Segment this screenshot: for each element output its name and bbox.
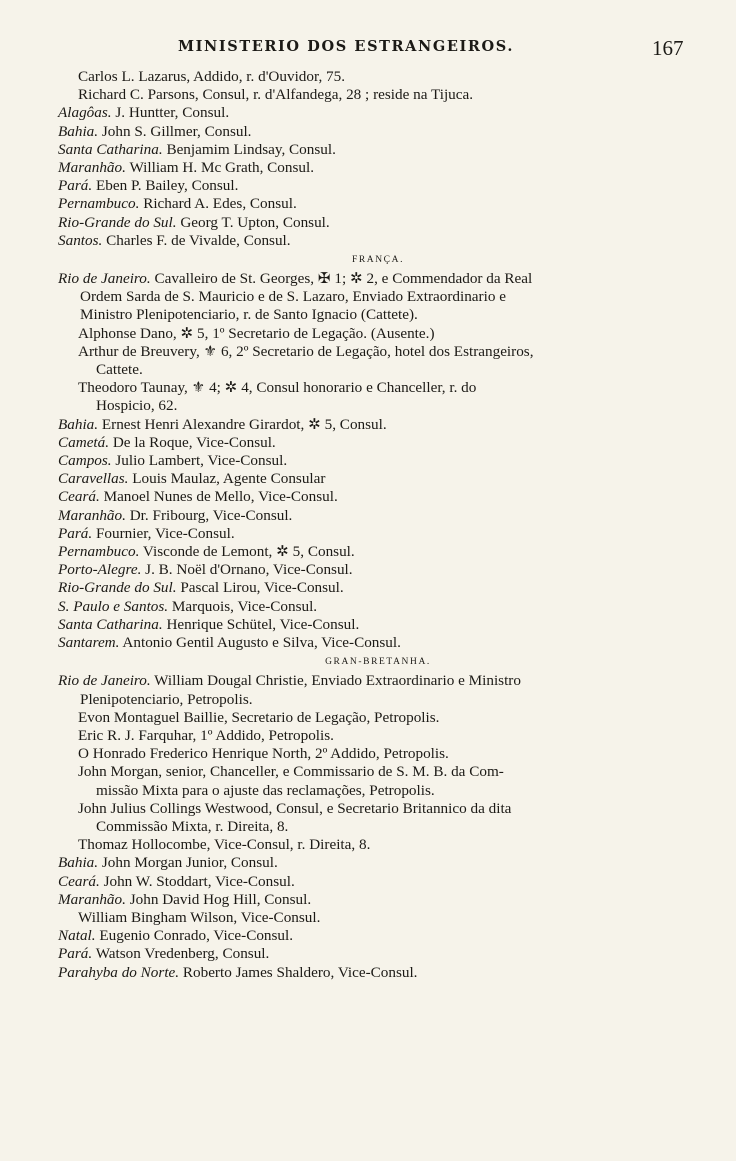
list-item: Santa Catharina. Benjamim Lindsay, Consul. bbox=[58, 140, 336, 158]
list-item-continuation: Ordem Sarda de S. Mauricio e de S. Lazaro, Enviado Extraordinario e bbox=[80, 288, 506, 306]
place-name: Santa Catharina. bbox=[58, 140, 163, 158]
list-item-continuation: Commissão Mixta, r. Direita, 8. bbox=[96, 817, 289, 835]
list-item: Bahia. Ernest Henri Alexandre Girardot, ✲ 5, Consul. bbox=[58, 415, 387, 433]
list-item: Natal. Eugenio Conrado, Vice-Consul. bbox=[58, 927, 294, 945]
place-name: Bahia. bbox=[58, 854, 99, 872]
place-name: Pará. bbox=[58, 524, 93, 542]
list-item: Pernambuco. Visconde de Lemont, ✲ 5, Consul. bbox=[58, 543, 355, 561]
list-item: Carlos L. Lazarus, Addido, r. d'Ouvidor, 75. bbox=[78, 68, 346, 85]
list-item: Santos. Charles F. de Vivalde, Consul. bbox=[58, 231, 291, 249]
section-title-gran-bretanha: GRAN-BRETANHA. bbox=[325, 657, 431, 668]
list-item: Pará. Fournier, Vice-Consul. bbox=[58, 524, 235, 542]
list-item: Evon Montaguel Baillie, Secretario de Legação, Petropolis. bbox=[78, 708, 440, 726]
list-item: Thomaz Hollocombe, Vice-Consul, r. Direita, 8. bbox=[78, 836, 371, 854]
place-name: Rio de Janeiro. bbox=[58, 270, 151, 288]
list-item: Pará. Watson Vredenberg, Consul. bbox=[58, 945, 270, 963]
place-name: Santos. bbox=[58, 231, 103, 249]
gran-bretanha-section bbox=[58, 672, 698, 981]
list-item-continuation: Ministro Plenipotenciario, r. de Santo Ignacio (Cattete). bbox=[80, 306, 418, 324]
list-item: O Honrado Frederico Henrique North, 2º Addido, Petropolis. bbox=[78, 745, 449, 763]
list-item: Alagôas. J. Huntter, Consul. bbox=[58, 104, 230, 122]
list-item-continuation: Hospicio, 62. bbox=[96, 397, 178, 415]
list-item: Ceará. John W. Stoddart, Vice-Consul. bbox=[58, 872, 295, 890]
page-header bbox=[0, 36, 736, 62]
place-name: Ceará. bbox=[58, 488, 100, 506]
list-item: Pernambuco. Richard A. Edes, Consul. bbox=[58, 195, 297, 213]
place-name: Pernambuco. bbox=[58, 195, 140, 213]
list-item: Ceará. Manoel Nunes de Mello, Vice-Consul. bbox=[58, 488, 338, 506]
place-name: Parahyba do Norte. bbox=[58, 963, 180, 981]
place-name: Natal. bbox=[58, 927, 96, 945]
place-name: Porto-Alegre. bbox=[58, 561, 142, 579]
list-item: Maranhão. John David Hog Hill, Consul. bbox=[58, 890, 312, 908]
list-item: Richard C. Parsons, Consul, r. d'Alfandega, 28 ; reside na Tijuca. bbox=[78, 86, 474, 104]
place-name: Maranhão. bbox=[58, 890, 126, 908]
list-item: Alphonse Dano, ✲ 5, 1º Secretario de Legação. (Ausente.) bbox=[78, 324, 435, 342]
place-name: Maranhão. bbox=[58, 159, 126, 177]
list-item-continuation: missão Mixta para o ajuste das reclamações, Petropolis. bbox=[96, 781, 435, 799]
place-name: Santa Catharina. bbox=[58, 615, 163, 633]
franca-section bbox=[58, 270, 698, 652]
place-name: Bahia. bbox=[58, 415, 99, 433]
top-entries bbox=[58, 68, 698, 250]
place-name: Pernambuco. bbox=[58, 543, 140, 561]
list-item: William Bingham Wilson, Vice-Consul. bbox=[78, 908, 321, 926]
list-item: Arthur de Breuvery, ⚜ 6, 2º Secretario de Legação, hotel dos Estrangeiros, bbox=[78, 342, 534, 360]
list-item: Rio de Janeiro. William Dougal Christie, Enviado Extraordinario e Ministro bbox=[58, 672, 521, 690]
list-item: Rio-Grande do Sul. Pascal Lirou, Vice-Consul. bbox=[58, 579, 344, 597]
place-name: Alagôas. bbox=[58, 104, 112, 122]
running-head: MINISTERIO DOS ESTRANGEIROS. bbox=[178, 38, 514, 55]
place-name: Maranhão. bbox=[58, 506, 126, 524]
list-item-continuation: Cattete. bbox=[96, 361, 143, 379]
list-item: Porto-Alegre. J. B. Noël d'Ornano, Vice-Consul. bbox=[58, 561, 353, 579]
place-name: Rio-Grande do Sul. bbox=[58, 213, 177, 231]
place-name: Pará. bbox=[58, 177, 93, 195]
place-name: Campos. bbox=[58, 452, 112, 470]
document-body bbox=[58, 68, 698, 982]
place-name: Ceará. bbox=[58, 872, 100, 890]
list-item: Pará. Eben P. Bailey, Consul. bbox=[58, 177, 239, 195]
place-name: Rio de Janeiro. bbox=[58, 672, 151, 690]
list-item: Campos. Julio Lambert, Vice-Consul. bbox=[58, 452, 288, 470]
list-item: Santa Catharina. Henrique Schütel, Vice-Consul. bbox=[58, 615, 360, 633]
list-item: Theodoro Taunay, ⚜ 4; ✲ 4, Consul honorario e Chanceller, r. do bbox=[78, 379, 477, 397]
list-item: Rio-Grande do Sul. Georg T. Upton, Consul. bbox=[58, 213, 330, 231]
section-title-franca: FRANÇA. bbox=[351, 255, 405, 266]
place-name: Caravellas. bbox=[58, 470, 129, 488]
list-item: Rio de Janeiro. Cavalleiro de St. Georges, ✠ 1; ✲ 2, e Commendador da Real bbox=[58, 270, 533, 288]
page-number: 167 bbox=[652, 36, 684, 60]
list-item: Caravellas. Louis Maulaz, Agente Consular bbox=[58, 470, 326, 488]
list-item: Cametá. De la Roque, Vice-Consul. bbox=[58, 433, 276, 451]
list-item: Bahia. John S. Gillmer, Consul. bbox=[58, 122, 252, 140]
place-name: S. Paulo e Santos. bbox=[58, 597, 169, 615]
list-item: Parahyba do Norte. Roberto James Shaldero, Vice-Consul. bbox=[58, 963, 418, 981]
list-item: Bahia. John Morgan Junior, Consul. bbox=[58, 854, 278, 872]
place-name: Santarem. bbox=[58, 634, 120, 652]
place-name: Rio-Grande do Sul. bbox=[58, 579, 177, 597]
list-item: John Julius Collings Westwood, Consul, e Secretario Britannico da dita bbox=[78, 799, 512, 817]
place-name: Cametá. bbox=[58, 433, 110, 451]
list-item: S. Paulo e Santos. Marquois, Vice-Consul. bbox=[58, 597, 318, 615]
list-item: Maranhão. Dr. Fribourg, Vice-Consul. bbox=[58, 506, 293, 524]
list-item: John Morgan, senior, Chanceller, e Commissario de S. M. B. da Com- bbox=[78, 763, 504, 781]
list-item: Maranhão. William H. Mc Grath, Consul. bbox=[58, 159, 315, 177]
list-item: Eric R. J. Farquhar, 1º Addido, Petropolis. bbox=[78, 726, 334, 744]
list-item-continuation: Plenipotenciario, Petropolis. bbox=[80, 690, 253, 708]
place-name: Bahia. bbox=[58, 122, 99, 140]
place-name: Pará. bbox=[58, 945, 93, 963]
list-item: Santarem. Antonio Gentil Augusto e Silva, Vice-Consul. bbox=[58, 634, 401, 652]
